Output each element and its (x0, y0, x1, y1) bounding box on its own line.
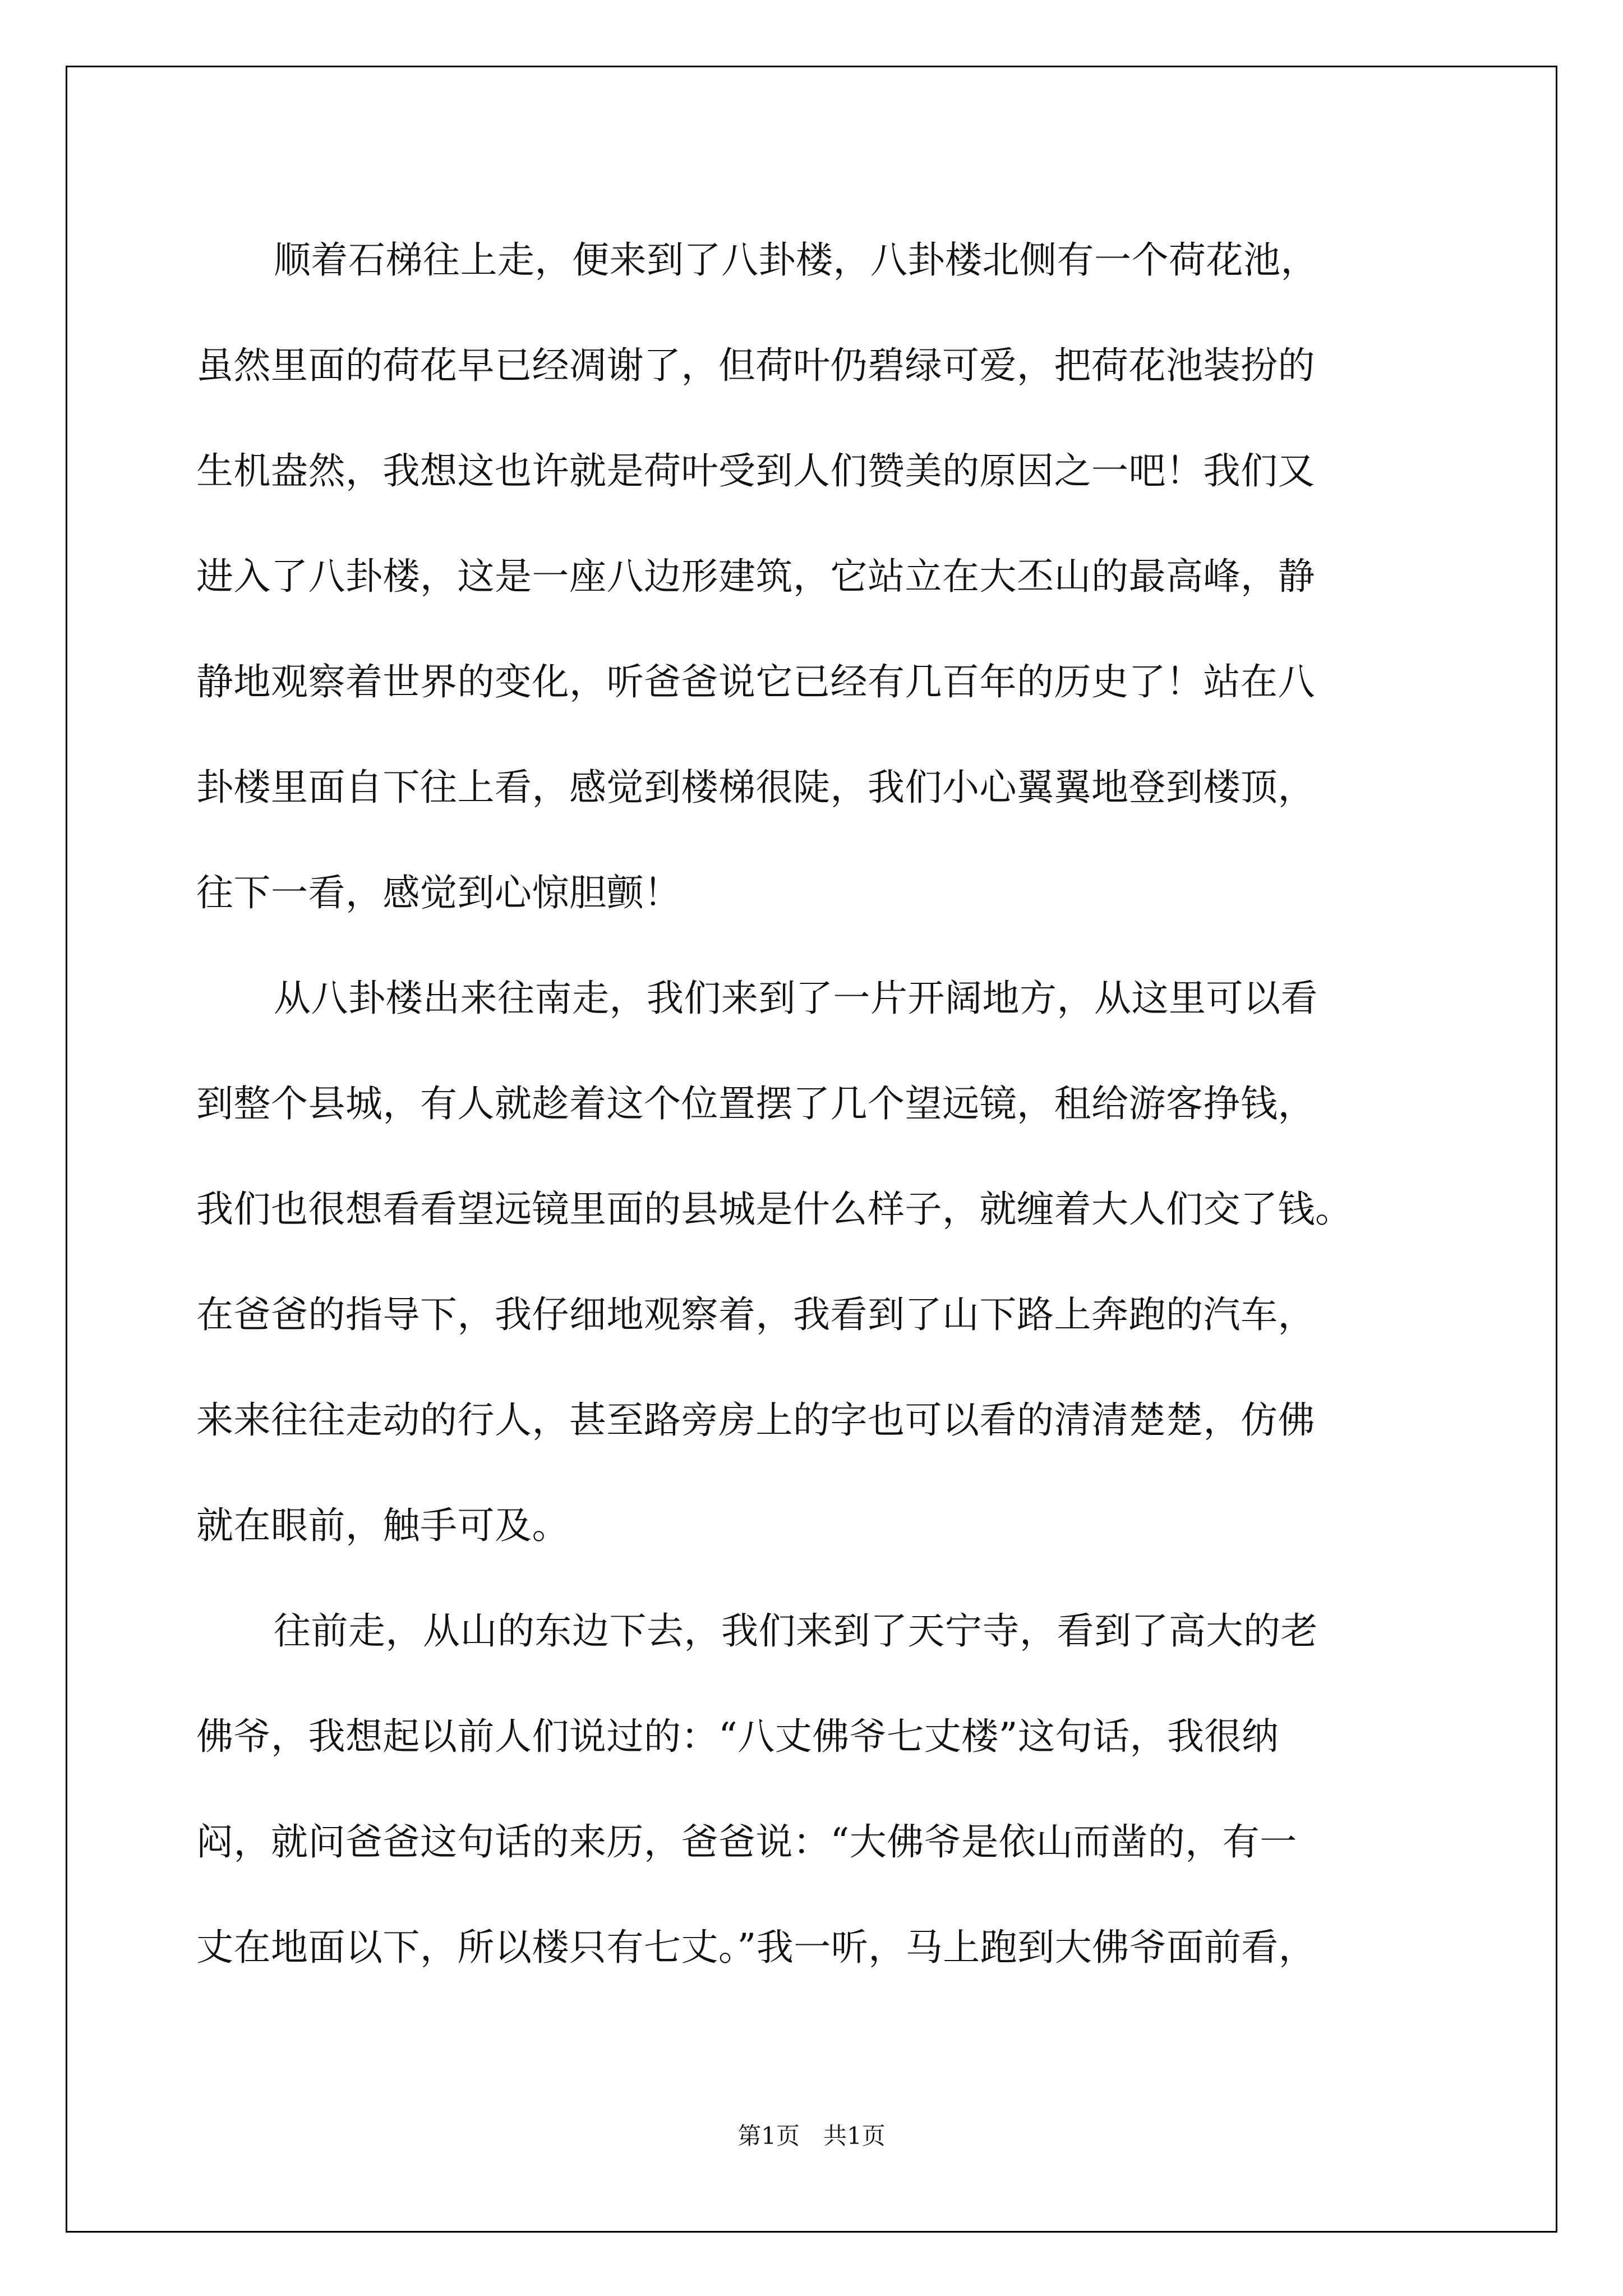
text-line: 佛爷，我想起以前人们说过的：“八丈佛爷七丈楼”这句话，我很纳 (196, 1715, 1279, 1758)
text-line: 往前走，从山的东边下去，我们来到了天宁寺，看到了高大的老 (274, 1609, 1318, 1653)
text-line: 静地观察着世界的变化，听爸爸说它已经有几百年的历史了！站在八 (196, 660, 1315, 703)
text-line: 就在眼前，触手可及。 (196, 1504, 569, 1547)
text-line: 卦楼里面自下往上看，感觉到楼梯很陡，我们小心翼翼地登到楼顶， (196, 766, 1315, 809)
text-line: 在爸爸的指导下，我仔细地观察着，我看到了山下路上奔跑的汽车， (196, 1293, 1315, 1336)
text-line: 从八卦楼出来往南走，我们来到了一片开阔地方，从这里可以看 (274, 977, 1318, 1020)
text-line: 我们也很想看看望远镜里面的县城是什么样子，就缠着大人们交了钱。 (196, 1188, 1353, 1231)
text-line: 到整个县城，有人就趁着这个位置摆了几个望远镜，租给游客挣钱， (196, 1082, 1315, 1125)
text-line: 进入了八卦楼，这是一座八边形建筑，它站立在大丕山的最高峰，静 (196, 555, 1315, 598)
text-line: 生机盎然，我想这也许就是荷叶受到人们赞美的原因之一吧！我们又 (196, 449, 1315, 493)
text-line: 虽然里面的荷花早已经凋谢了，但荷叶仍碧绿可爱，把荷花池装扮的 (196, 344, 1315, 387)
text-line: 往下一看，感觉到心惊胆颤！ (196, 871, 681, 914)
text-line: 顺着石梯往上走，便来到了八卦楼，八卦楼北侧有一个荷花池， (274, 238, 1318, 282)
paragraph-1 (196, 208, 1436, 946)
text-line: 闷，就问爸爸这句话的来历，爸爸说：“大佛爷是依山而凿的，有一 (196, 1820, 1297, 1864)
text-line: 来来往往走动的行人，甚至路旁房上的字也可以看的清清楚楚，仿佛 (196, 1398, 1315, 1442)
paragraph-3 (196, 1579, 1436, 2000)
text-line: 丈在地面以下，所以楼只有七丈。”我一听，马上跑到大佛爷面前看， (196, 1926, 1316, 1969)
page-number-footer: 第1页 共1页 (737, 2122, 886, 2150)
document-body (196, 208, 1436, 2000)
paragraph-2 (196, 946, 1436, 1579)
